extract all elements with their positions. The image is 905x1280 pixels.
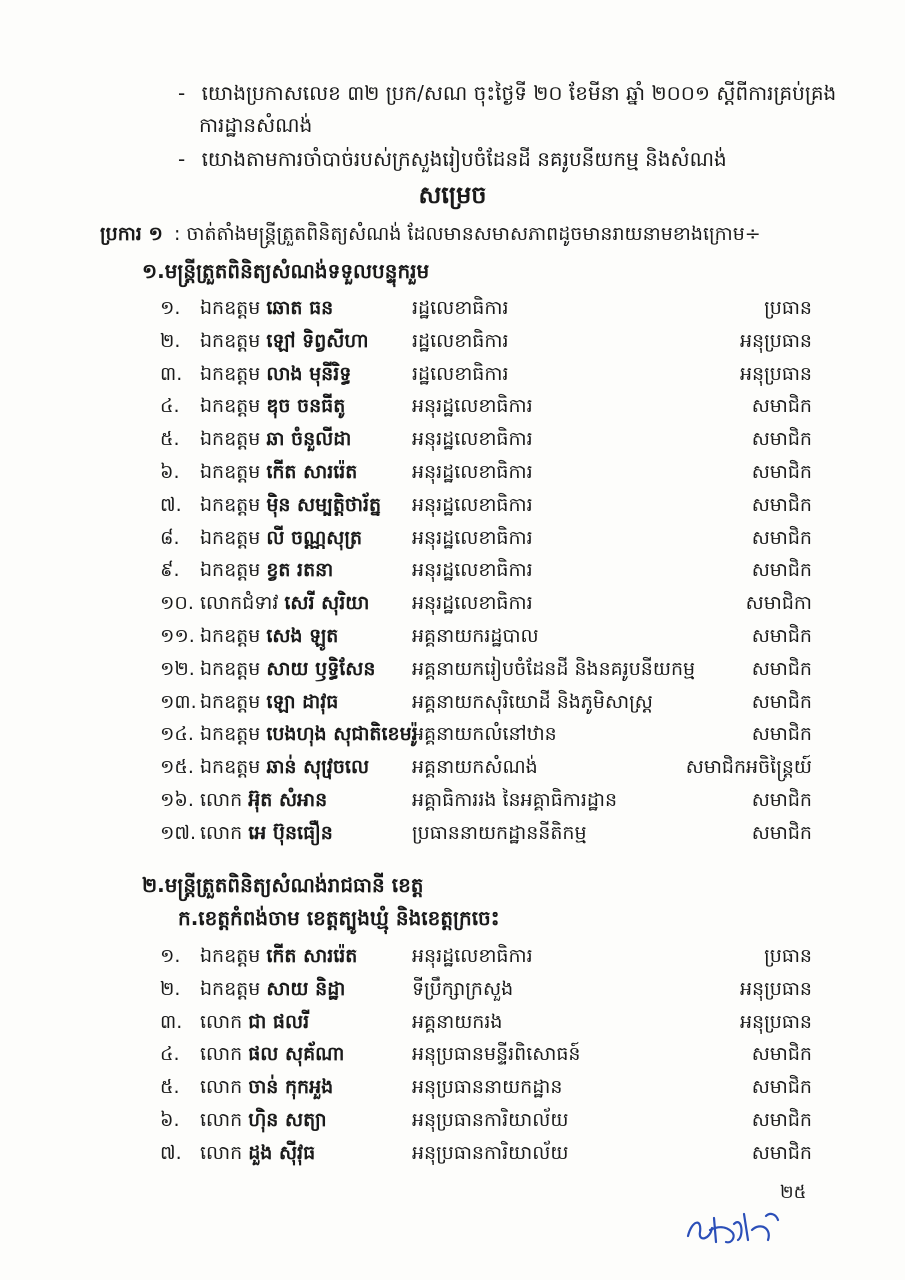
member-position: រដ្ឋលេខាធិការ: [412, 362, 509, 385]
member-number: ៩.: [160, 559, 180, 582]
member-number: ១៥.: [160, 756, 194, 779]
member-name: [200, 1108, 327, 1136]
member-row: [160, 427, 812, 459]
member-position: អនុប្រធានមន្ទីរពិសោធន៍: [412, 1043, 581, 1066]
member-name: [200, 460, 357, 488]
member-row: [160, 690, 812, 722]
member-row: [160, 1141, 812, 1173]
member-name: [200, 788, 327, 816]
member-position: អគ្គនាយកសំណង់: [412, 756, 538, 779]
member-surname: សេរី សុរិយា: [284, 592, 370, 615]
member-name: [200, 1042, 344, 1070]
member-position: អនុរដ្ឋលេខាធិការ: [412, 461, 533, 483]
member-name: [200, 944, 357, 972]
article-1: [100, 222, 761, 250]
member-name: [200, 526, 362, 554]
member-position: អនុរដ្ឋលេខាធិការ: [412, 945, 533, 967]
member-surname: អេ ប៊ុនធឿន: [248, 821, 333, 844]
member-role: អនុប្រធាន: [740, 977, 812, 1000]
member-number: ៦.: [160, 1109, 180, 1131]
member-name: [200, 329, 368, 357]
member-position: អនុប្រធានការិយាល័យ: [412, 1109, 569, 1131]
member-row: [160, 1042, 812, 1074]
member-role: សមាជិក: [751, 461, 812, 483]
member-role: សមាជិក: [751, 493, 812, 516]
article-text: : ចាត់តាំងមន្ត្រីត្រួតពិនិត្យសំណង់ ដែលមានសមាសភាពដូចមានរាយនាមខាងក្រោម÷: [173, 223, 761, 245]
member-number: ១២.: [160, 657, 195, 680]
member-name: [200, 362, 351, 390]
member-number: ១៦.: [160, 789, 194, 811]
member-row: [160, 296, 812, 328]
member-title: លោក: [200, 1076, 243, 1099]
member-title: លោក: [200, 1109, 243, 1131]
member-name: [200, 624, 338, 652]
member-surname: កើត សាររ៉េត: [266, 945, 358, 967]
member-row: [160, 362, 812, 394]
member-name: [200, 977, 345, 1005]
member-row: [160, 329, 812, 361]
member-role: សមាជិក: [751, 1043, 812, 1066]
member-position: អនុរដ្ឋលេខាធិការ: [412, 592, 533, 615]
member-position: អនុប្រធានការិយាល័យ: [412, 1141, 569, 1164]
member-row: [160, 944, 812, 976]
member-surname: សេង ឡូត: [266, 625, 339, 647]
member-position: អគ្គនាយករដ្ឋបាល: [412, 625, 539, 647]
member-role: សមាជិក: [751, 559, 812, 582]
member-role: សមាជិក: [751, 821, 812, 844]
member-surname: ឌុច ចនធីតូ: [266, 395, 346, 418]
member-surname: ឆោត ធន: [266, 297, 334, 319]
member-surname: សាយ និដ្ឋា: [266, 977, 346, 1000]
member-position: ប្រធាននាយកដ្ឋាននីតិកម្ម: [412, 821, 587, 844]
member-surname: សាយ ឫទ្ធិសែន: [266, 657, 376, 680]
member-surname: ខ្វត រតនា: [266, 559, 334, 582]
member-title: ឯកឧត្តម: [200, 625, 261, 647]
member-name: [200, 755, 369, 783]
member-row: [160, 526, 812, 558]
member-name: [200, 394, 345, 422]
member-role: សមាជិក: [751, 723, 812, 746]
member-surname: ឡៅ ទិព្វសីហា: [266, 329, 369, 352]
member-position: អគ្គាធិការរង នៃអគ្គាធិការដ្ឋាន: [412, 789, 618, 811]
member-number: ៧.: [160, 1141, 182, 1164]
preamble-item-1: [178, 80, 836, 110]
member-name: [200, 591, 369, 619]
member-title: ឯកឧត្តម: [200, 493, 261, 516]
preamble-item-1-continued: ការដ្ឋានសំណង់: [199, 113, 313, 137]
member-number: ៨.: [160, 526, 180, 549]
member-position: រដ្ឋលេខាធិការ: [412, 297, 509, 319]
member-surname: ជា ផលរី: [248, 1010, 310, 1033]
member-title: ឯកឧត្តម: [200, 690, 261, 713]
member-role: សមាជិក: [751, 1076, 812, 1099]
member-row: [160, 1108, 812, 1140]
member-title: ឯកឧត្តម: [200, 461, 261, 483]
member-title: ឯកឧត្តម: [200, 723, 261, 746]
member-number: ១៧.: [160, 821, 197, 844]
member-position: រដ្ឋលេខាធិការ: [412, 329, 509, 352]
member-surname: ផល សុគ័ណា: [248, 1043, 345, 1066]
member-title: ឯកឧត្តម: [200, 362, 261, 385]
member-title: ឯកឧត្តម: [200, 329, 261, 352]
member-title: លោកជំទាវ: [200, 592, 279, 615]
preamble-text: យោងតាមការចាំបាច់របស់ក្រសួងរៀបចំដែនដី នគរូបនីយកម្ម និងសំណង់: [201, 147, 727, 171]
member-role: អនុប្រធាន: [740, 329, 812, 352]
member-role: សមាជិក: [751, 1109, 812, 1131]
section-2-subheading: ក.ខេត្តកំពង់ចាម ខេត្តត្បូងឃ្មុំ និងខេត្តក្រចេះ: [178, 906, 500, 930]
member-number: ១១.: [160, 625, 195, 647]
member-number: ៣.: [160, 1010, 183, 1033]
member-role: សមាជិក: [751, 395, 812, 418]
member-role: សមាជិក: [751, 428, 812, 451]
member-name: [200, 690, 338, 718]
member-title: ឯកឧត្តម: [200, 428, 261, 451]
member-number: ១.: [160, 945, 181, 967]
member-row: [160, 657, 812, 689]
member-row: [160, 788, 812, 820]
member-name: [200, 1141, 315, 1169]
member-position: ទីប្រឹក្សាក្រសួង: [412, 977, 514, 1000]
section-2-heading: ២.មន្ត្រីត្រួតពិនិត្យសំណង់រាជធានី ខេត្ត: [142, 873, 424, 897]
member-title: លោក: [200, 1010, 243, 1033]
member-row: [160, 755, 812, 787]
member-number: ៧.: [160, 493, 182, 516]
member-title: ឯកឧត្តម: [200, 945, 261, 967]
section-1-heading: ១.មន្ត្រីត្រួតពិនិត្យសំណង់ទទួលបន្ទុករួម: [142, 259, 430, 283]
member-surname: កើត សាររ៉េត: [266, 461, 358, 483]
member-name: [200, 558, 333, 586]
member-number: ១៣.: [160, 690, 197, 713]
member-row: [160, 460, 812, 492]
member-title: លោក: [200, 1043, 243, 1066]
member-row: [160, 558, 812, 590]
member-role: សមាជិក: [751, 789, 812, 811]
member-row: [160, 493, 812, 525]
member-name: [200, 1010, 309, 1038]
member-number: ៦.: [160, 461, 180, 483]
member-name: [200, 657, 375, 685]
member-role: សមាជិក: [751, 690, 812, 713]
member-number: ២.: [160, 977, 181, 1000]
member-title: ឯកឧត្តម: [200, 526, 261, 549]
member-name: [200, 821, 333, 849]
member-title: លោក: [200, 821, 243, 844]
member-title: ឯកឧត្តម: [200, 657, 261, 680]
member-number: ៣.: [160, 362, 183, 385]
member-number: ៥.: [160, 428, 180, 451]
member-position: អនុរដ្ឋលេខាធិការ: [412, 395, 533, 418]
member-surname: លី ចណ្ណសុត្រ: [266, 526, 363, 549]
member-role: អនុប្រធាន: [740, 362, 812, 385]
member-role: ប្រធាន: [764, 297, 812, 319]
member-surname: ចាន់ កុកអួង: [248, 1076, 334, 1099]
member-number: ១.: [160, 297, 181, 319]
member-position: អគ្គនាយករៀបចំដែនដី និងនគរូបនីយកម្ម: [412, 657, 696, 680]
member-name: [200, 1075, 333, 1103]
member-role: អនុប្រធាន: [740, 1010, 812, 1033]
member-number: ១៤.: [160, 723, 194, 746]
member-position: អគ្គនាយករង: [412, 1010, 503, 1033]
member-row: [160, 722, 812, 754]
member-title: ឯកឧត្តម: [200, 559, 261, 582]
member-role: សមាជិក: [751, 526, 812, 549]
member-position: អគ្គនាយកលំនៅឋាន: [412, 723, 557, 746]
member-number: ៤.: [160, 395, 180, 418]
member-surname: អ៊ុត សំអាន: [248, 789, 328, 811]
member-name: [200, 722, 418, 750]
member-position: អនុប្រធាននាយកដ្ឋាន: [412, 1076, 563, 1099]
member-position: អនុរដ្ឋលេខាធិការ: [412, 559, 533, 582]
member-position: អនុរដ្ឋលេខាធិការ: [412, 493, 533, 516]
member-row: [160, 1075, 812, 1107]
member-surname: ឆា ចំនួលីដា: [266, 428, 352, 451]
preamble-item-2: [178, 146, 727, 176]
member-title: លោក: [200, 789, 243, 811]
member-role: ប្រធាន: [764, 945, 812, 967]
member-row: [160, 394, 812, 426]
member-position: អនុរដ្ឋលេខាធិការ: [412, 526, 533, 549]
member-surname: ឡោ ដាវុធ: [266, 690, 339, 713]
member-surname: ដួង ស៊ីវុធ: [248, 1141, 316, 1164]
member-name: [200, 427, 351, 455]
member-position: អនុរដ្ឋលេខាធិការ: [412, 428, 533, 451]
member-title: ឯកឧត្តម: [200, 297, 261, 319]
member-role: សមាជិក: [751, 1141, 812, 1164]
member-row: [160, 821, 812, 853]
member-number: ៥.: [160, 1076, 180, 1099]
member-surname: ឆាន់ សុវ្រុចលេ: [266, 756, 370, 779]
member-role: សមាជិកអចិន្ត្រៃយ៍: [685, 756, 812, 779]
member-role: សមាជិក: [751, 625, 812, 647]
member-title: ឯកឧត្តម: [200, 977, 261, 1000]
member-surname: លាង មុនីរិទ្ធ: [266, 362, 352, 385]
member-role: សមាជិក: [751, 657, 812, 680]
member-surname: ម៉ិន សម្បត្តិថារ័ត្ន: [266, 493, 382, 516]
preamble-dash: -: [178, 147, 186, 171]
member-title: ឯកឧត្តម: [200, 756, 261, 779]
page-number: ២៥: [780, 1182, 807, 1203]
member-position: អគ្គនាយកសុរិយោដី និងភូមិសាស្ត្រ: [412, 690, 653, 713]
member-name: [200, 296, 333, 324]
member-title: លោក: [200, 1141, 243, 1164]
handwritten-initials: [682, 1206, 782, 1250]
member-surname: ហ៊ិន សត្យា: [248, 1109, 327, 1131]
member-number: ៤.: [160, 1043, 180, 1066]
article-label: ប្រការ ១: [100, 223, 163, 245]
member-role: សមាជិកា: [745, 592, 812, 615]
decision-title: សម្រេច: [418, 181, 487, 209]
member-row: [160, 1010, 812, 1042]
preamble-dash: -: [178, 81, 186, 105]
member-name: [200, 493, 381, 521]
member-row: [160, 977, 812, 1009]
preamble-text: យោងប្រកាសលេខ ៣២ ប្រក/សណ ចុះថ្ងៃទី ២០ ខែមីនា ឆ្នាំ ២០០១ ស្តីពីការគ្រប់គ្រង: [201, 81, 837, 105]
member-number: ១០.: [160, 592, 194, 615]
member-surname: បេងហុង សុជាតិខេមរ៉ូ: [266, 723, 418, 746]
member-row: [160, 591, 812, 623]
member-number: ២.: [160, 329, 181, 352]
member-title: ឯកឧត្តម: [200, 395, 261, 418]
member-row: [160, 624, 812, 656]
